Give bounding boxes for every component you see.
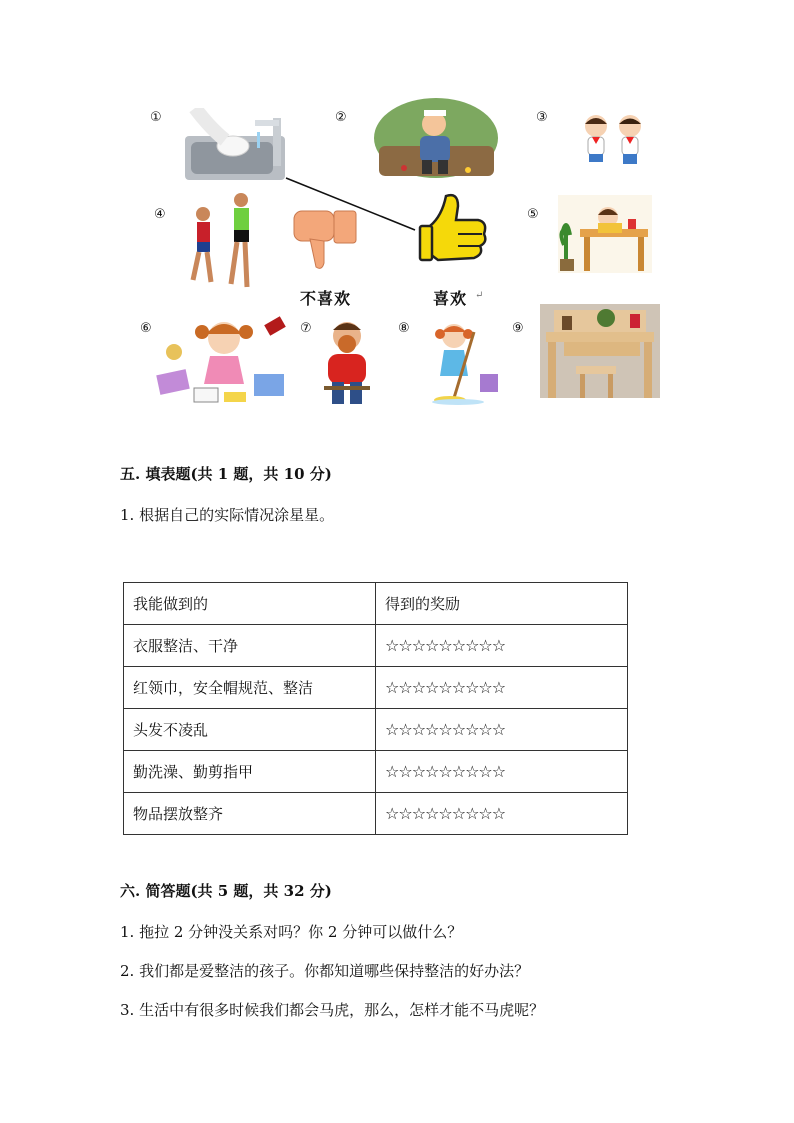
section6-question-1: 1. 拖拉 2 分钟没关系对吗？你 2 分钟可以做什么？ — [120, 923, 463, 941]
picture-label-7: ⑦ — [300, 321, 312, 336]
table-header-cell: 我能做到的 — [124, 583, 376, 625]
table-row — [124, 667, 628, 709]
picture-label-5: ⑤ — [527, 207, 539, 222]
star-rating-cell[interactable]: ☆☆☆☆☆☆☆☆☆ — [376, 751, 628, 793]
picture-label-8: ⑧ — [398, 321, 410, 336]
two-children-image — [578, 112, 650, 168]
table-row — [124, 751, 628, 793]
runners-image — [185, 192, 260, 295]
section6-question-3: 3. 生活中有很多时候我们都会马虎，那么，怎样才能不马虎呢？ — [120, 1001, 545, 1019]
picture-label-3: ③ — [536, 110, 548, 125]
girl-mopping-image — [428, 318, 503, 406]
table-row — [124, 793, 628, 835]
table-cell-item: 勤洗澡、勤剪指甲 — [124, 751, 376, 793]
table-cell-item: 物品摆放整齐 — [124, 793, 376, 835]
table-cell-item: 衣服整洁、干净 — [124, 625, 376, 667]
messy-man-bench-image — [374, 98, 499, 178]
table-header-row — [124, 583, 628, 625]
messy-desk-image — [558, 195, 652, 273]
star-rating-cell[interactable]: ☆☆☆☆☆☆☆☆☆ — [376, 667, 628, 709]
picture-label-2: ② — [335, 110, 347, 125]
picture-label-4: ④ — [154, 207, 166, 222]
matching-line — [280, 170, 420, 240]
messy-girl-image — [154, 312, 294, 406]
thumbs-up-icon — [418, 192, 490, 266]
star-rating-cell[interactable]: ☆☆☆☆☆☆☆☆☆ — [376, 625, 628, 667]
section6-question-2: 2. 我们都是爱整洁的孩子。你都知道哪些保持整洁的好办法？ — [120, 962, 530, 980]
star-rating-cell[interactable]: ☆☆☆☆☆☆☆☆☆ — [376, 793, 628, 835]
section6-heading: 六. 简答题(共 5 题，共 32 分) — [120, 882, 332, 900]
table-cell-item: 头发不凌乱 — [124, 709, 376, 751]
picture-label-1: ① — [150, 110, 162, 125]
dislike-label: 不喜欢 — [300, 289, 352, 308]
picture-label-6: ⑥ — [140, 321, 152, 336]
star-rating-table — [123, 582, 628, 835]
tidy-desk-photo — [540, 304, 660, 398]
section5-heading: 五. 填表题(共 1 题，共 10 分) — [120, 465, 332, 483]
section5-question: 1. 根据自己的实际情况涂星星。 — [120, 506, 335, 524]
boy-eating-image — [318, 316, 376, 410]
handwashing-image — [185, 108, 290, 183]
table-row — [124, 709, 628, 751]
table-row — [124, 625, 628, 667]
table-header-cell: 得到的奖励 — [376, 583, 628, 625]
return-mark-icon: ↵ — [475, 290, 484, 301]
star-rating-cell[interactable]: ☆☆☆☆☆☆☆☆☆ — [376, 709, 628, 751]
picture-label-9: ⑨ — [512, 321, 524, 336]
like-label: 喜欢 — [433, 289, 468, 308]
table-cell-item: 红领巾，安全帽规范、整洁 — [124, 667, 376, 709]
